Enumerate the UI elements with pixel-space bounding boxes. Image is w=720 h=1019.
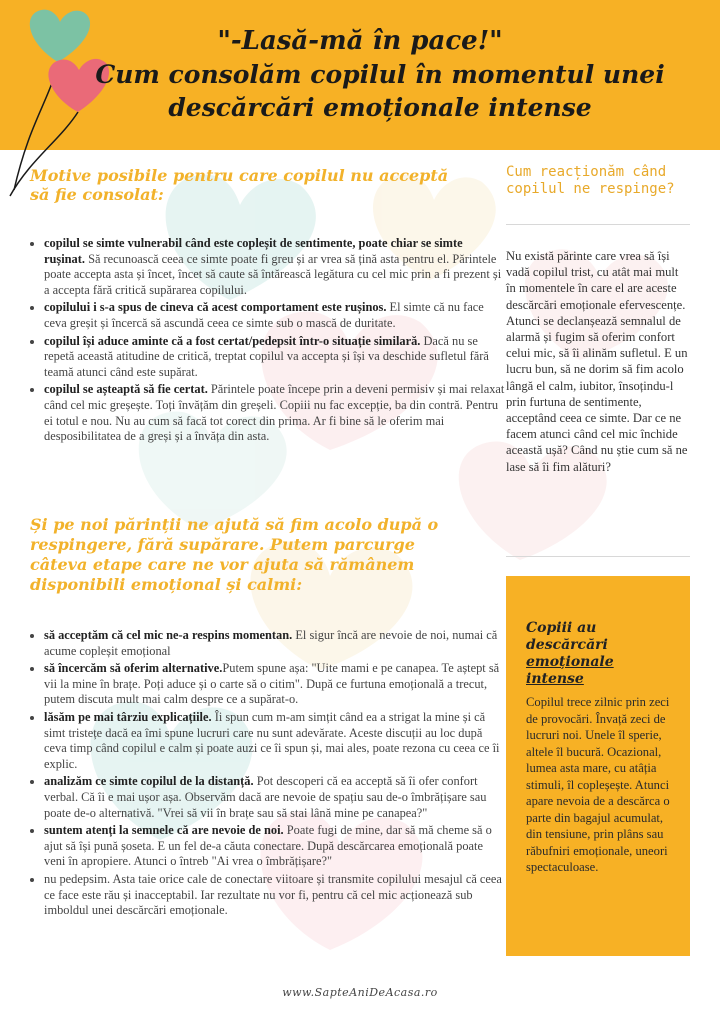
item-text: Dacă nu se repetă această atitudine de critică, treptat copilul va accepta și își va deschide sufletul fără teamă atunci când este supărat. [44,333,489,379]
motive-list [30,236,506,447]
sidebar-title: Cum reacționăm când copilul ne respinge? [506,164,675,197]
list-item [44,382,506,444]
list-item [44,236,506,298]
list-item [44,710,504,772]
divider [506,556,690,557]
item-text: Poate fugi de mine, dar să mă cheme să o ajut să își pună șoseta. E un fel de-a căuta conectare. După descărcarea emoțională poate veni în apropiere. Atunci o întreb "Ai vrea o îmbrățișare?" [44,823,492,869]
list-item [44,661,504,708]
item-text: Pot descoperi că ea acceptă să îi ofer confort verbal. Că îi e mai ușor așa. Observăm dacă are nevoie de spațiu sau de-o îmbrățișare sau poate de-o alternativă. "Vrei să vii în brațe sau să stai lână mine pe canapea?" [44,774,487,820]
info-box-title-line: descărcări [526,637,608,653]
info-box [506,576,690,956]
item-text: Putem spune așa: "Uite mami e pe canapea. Te aștept să vii la mine în brațe. Poți aduce și o carte să o citim". După ce furtuna emoțională a trecut, putem discuta mult mai calm despre ce a supărat-o. [44,661,500,707]
item-bold: să acceptăm că cel mic ne-a respins momentan. [44,628,293,642]
page-title: Cum consolăm copilul în momentul unei descărcări emoționale intense [95,60,665,122]
item-bold: analizăm ce simte copilul de la distanță. [44,774,254,789]
list-item [44,334,506,381]
item-bold: copilul se așteaptă să fie certat. [44,382,208,397]
list-item [44,300,506,331]
item-bold: copilul își aduce aminte că a fost certat/pedepsit într-o situație similară. [44,333,421,348]
list-item [44,823,504,870]
item-text: El sigur încă are nevoie de noi, numai că acume copleșit emoțional [44,628,498,658]
item-bold: lăsăm pe mai târziu explicațiile. [44,709,212,724]
list-item [44,774,504,821]
footer-url[interactable]: www.SapteAniDeAcasa.ro [282,986,438,999]
divider [506,224,690,225]
item-bold: suntem atenți la semnele că are nevoie de noi. [44,823,284,838]
list-item [44,628,504,659]
item-bold: să încercăm să oferim alternative. [44,661,223,676]
item-bold: copilul se simte vulnerabil când este copleșit de sentimente, poate chiar se simte rușinat. [44,236,463,266]
info-box-text: Copilul trece zilnic prin zeci de provocări. Învață zeci de lucruri noi. Unele îl sperie, altele îl bucură. Ocazional, lumea asta mare, cu atâția stimuli, îl copleșește. Atunci apare nevoia de a descărca o parte din bagajul acumulat, din tensiune, prin plâns sau răbufniri emoționale, uneori spectaculoase. [526,695,670,874]
info-box-title [526,620,676,688]
list-item [44,872,504,919]
item-text: nu pedepsim. Asta taie orice cale de conectare viitoare și transmite copilului mesajul că ceea ce face este rău și inacceptabil. Iar rezultate nu vor fi, pentru că cel mic acționează sub imboldul unei descărcări emoționale. [44,871,502,918]
info-box-title-line: Copiii au [526,620,597,636]
page-title-quote: "-Lasă-mă în pace!" [217,26,503,56]
sidebar-text: Nu există părinte care vrea să își vadă copilul trist, cu atât mai mult în momentele în care el are aceste descărcări emoționale efervescențe. Atunci se declanșează semnalul de alarmă și fugim să oferim confort celui mic, să îi alinăm sufletul. E un lucru bun, să ne dorim să fim acolo lângă el calm, iubitor, însoțindu-l prin furtuna de sentimente, acceptând ceea ce simte. Dar ce ne facem atunci când cel mic închide această ușă? Când nu știe cum să ne lase să îi fim alături? [506,249,688,474]
item-text: Să recunoască ceea ce simte poate fi greu și ar vrea să țină asta pentru el. Părintele poate accepta asta și încet, încet să caute să întărească legătura cu cel mic prin a fi prezent și a accepta fără critică supărarea copilului. [44,251,502,297]
section-title-motive: Motive posibile pentru care copilul nu acceptă să fie consolat: [30,166,449,204]
item-bold: copilului i s-a spus de cineva că acest comportament este rușinos. [44,300,387,315]
item-text: Îi spun cum m-am simțit când ea a strigat la mine și că simt tristețe dacă ea îmi spune lucruri care nu sunt adevărate. Aceste discuții au loc după ceva timp când copilul e calm și poate auzi ce îi spun și, mai ales, poate rezona cu ceea ce îi explic. [44,709,500,771]
section-title-parinti: Și pe noi părinții ne ajută să fim acolo după o respingere, fără supărare. Putem parcurge câteva etape care ne vor ajuta să rămânem disponibili emoțional și calmi: [30,515,439,594]
parinti-list [30,628,504,921]
item-text: Părintele poate începe prin a deveni permisiv și mai relaxat când cel mic greșește. Toți învățăm din greșeli. Copiii nu fac excepție, ba din contră. Pentru ei totul e nou. Nu au cum să facă tot corect din prima. Ar fi bine să le oferim mai desposibilitatea de a greși și a învăța din asta. [44,382,505,444]
info-box-title-line: emoționale intense [526,654,614,687]
item-text: El simte că nu face ceva greșit și încercă să ascundă ceea ce simte sub o mască de duritate. [44,300,484,330]
